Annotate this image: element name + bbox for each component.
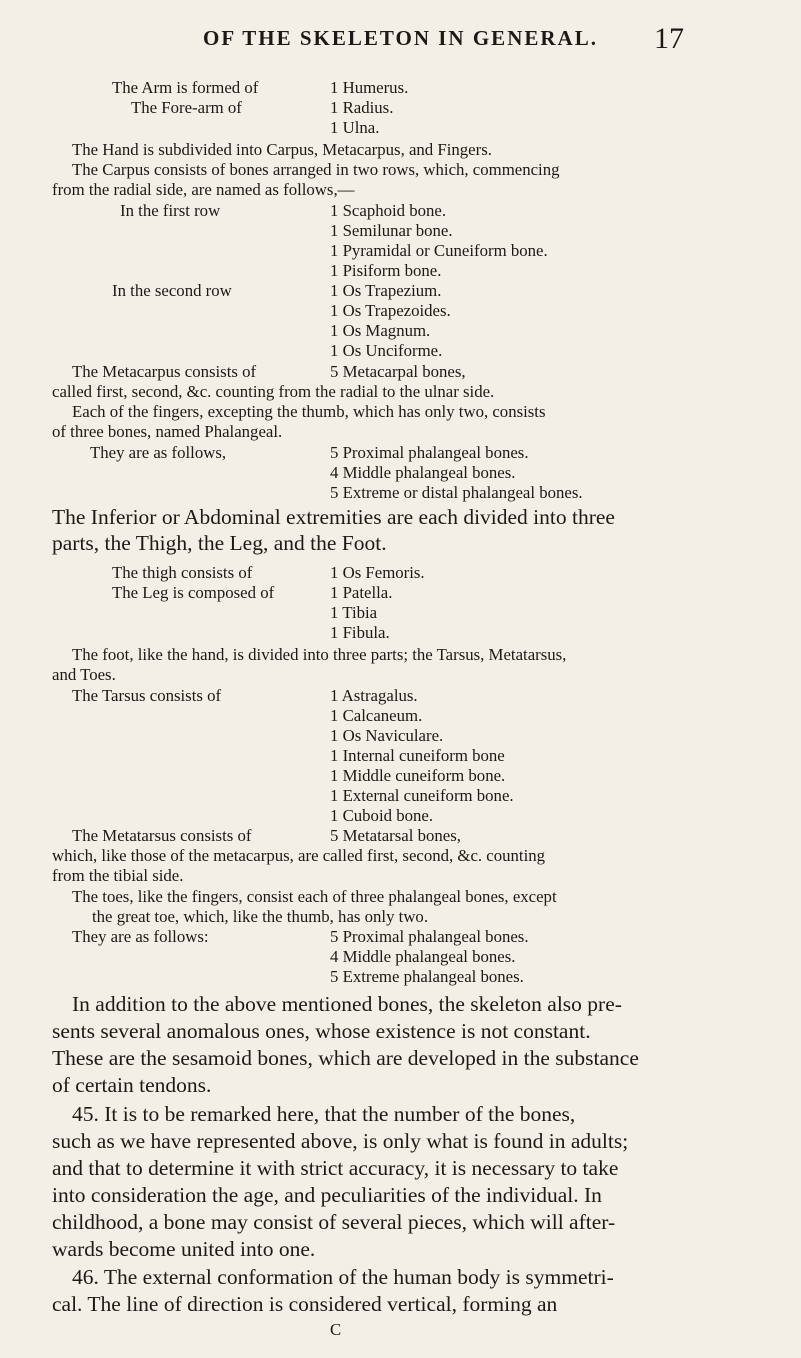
text-line: 1 Tibia <box>330 603 378 622</box>
text-line: 5 Proximal phalangeal bones. <box>330 443 529 462</box>
text-line: 1 Os Magnum. <box>330 321 431 340</box>
text-line: The Metatarsus consists of <box>72 826 252 845</box>
text-line: 1 Pisiform bone. <box>330 261 442 280</box>
text-line: These are the sesamoid bones, which are developed in the substance <box>52 1046 639 1070</box>
text-line: 46. The external conformation of the human body is symmetri- <box>72 1265 614 1289</box>
text-line: from the radial side, are named as follows,— <box>52 180 355 199</box>
text-line: such as we have represented above, is only what is found in adults; <box>52 1129 629 1153</box>
text-line: The thigh consists of <box>112 563 253 582</box>
text-line: In the second row <box>112 281 232 300</box>
text-line: The Hand is subdivided into Carpus, Metacarpus, and Fingers. <box>72 140 492 159</box>
text-line: 4 Middle phalangeal bones. <box>330 947 516 966</box>
text-line: 5 Extreme or distal phalangeal bones. <box>330 483 583 502</box>
text-line: The Inferior or Abdominal extremities are each divided into three <box>52 505 615 529</box>
text-line: 1 Fibula. <box>330 623 390 642</box>
text-line: 1 Pyramidal or Cuneiform bone. <box>330 241 548 260</box>
text-line: parts, the Thigh, the Leg, and the Foot. <box>52 531 387 555</box>
text-line: from the tibial side. <box>52 866 184 885</box>
text-line: 1 Astragalus. <box>330 686 418 705</box>
text-line: 45. It is to be remarked here, that the number of the bones, <box>72 1102 576 1126</box>
text-line: 1 Internal cuneiform bone <box>330 746 505 765</box>
text-line: 1 Os Unciforme. <box>330 341 443 360</box>
text-line: The Fore-arm of <box>131 98 242 117</box>
text-line: sents several anomalous ones, whose existence is not constant. <box>52 1019 591 1043</box>
text-line: childhood, a bone may consist of several pieces, which will after- <box>52 1210 616 1234</box>
text-line: 5 Extreme phalangeal bones. <box>330 967 524 986</box>
text-line: 5 Metacarpal bones, <box>330 362 466 381</box>
text-line: 1 Scaphoid bone. <box>330 201 447 220</box>
text-line: of three bones, named Phalangeal. <box>52 422 283 441</box>
text-line: 1 Os Trapezium. <box>330 281 442 300</box>
text-line: 1 Os Trapezoides. <box>330 301 451 320</box>
signature-mark: C <box>330 1320 342 1339</box>
text-line: In addition to the above mentioned bones, the skeleton also pre- <box>72 992 622 1016</box>
text-line: 1 Humerus. <box>330 78 409 97</box>
text-line: The Leg is composed of <box>112 583 275 602</box>
text-line: 1 External cuneiform bone. <box>330 786 514 805</box>
text-line: The foot, like the hand, is divided into three parts; the Tarsus, Metatarsus, <box>72 645 567 664</box>
text-line: They are as follows: <box>72 927 209 946</box>
text-line: 1 Radius. <box>330 98 394 117</box>
text-line: which, like those of the metacarpus, are called first, second, &c. counting <box>52 846 546 865</box>
text-line: 5 Metatarsal bones, <box>330 826 461 845</box>
text-line: into consideration the age, and peculiarities of the individual. In <box>52 1183 602 1207</box>
page-number: 17 <box>654 22 684 55</box>
text-line: called first, second, &c. counting from the radial to the ulnar side. <box>52 382 495 401</box>
text-line: The toes, like the fingers, consist each of three phalangeal bones, except <box>72 887 557 906</box>
text-line: The Carpus consists of bones arranged in two rows, which, commencing <box>72 160 560 179</box>
text-line: In the first row <box>120 201 221 220</box>
text-line: wards become united into one. <box>52 1237 316 1261</box>
text-line: 1 Middle cuneiform bone. <box>330 766 506 785</box>
text-line: Each of the fingers, excepting the thumb, which has only two, consists <box>72 402 546 421</box>
text-line: 1 Ulna. <box>330 118 380 137</box>
text-line: and that to determine it with strict accuracy, it is necessary to take <box>52 1156 619 1180</box>
running-head: OF THE SKELETON IN GENERAL. <box>203 26 598 50</box>
text-line: The Metacarpus consists of <box>72 362 257 381</box>
text-line: 4 Middle phalangeal bones. <box>330 463 516 482</box>
text-line: 1 Semilunar bone. <box>330 221 453 240</box>
text-line: 5 Proximal phalangeal bones. <box>330 927 529 946</box>
text-line: of certain tendons. <box>52 1073 212 1097</box>
text-line: cal. The line of direction is considered vertical, forming an <box>52 1292 558 1316</box>
text-line: 1 Calcaneum. <box>330 706 423 725</box>
text-line: The Tarsus consists of <box>72 686 222 705</box>
text-line: 1 Os Femoris. <box>330 563 425 582</box>
text-line: They are as follows, <box>90 443 227 462</box>
text-line: the great toe, which, like the thumb, has only two. <box>92 907 429 926</box>
text-line: 1 Patella. <box>330 583 393 602</box>
text-line: 1 Os Naviculare. <box>330 726 444 745</box>
text-line: and Toes. <box>52 665 116 684</box>
text-line: 1 Cuboid bone. <box>330 806 434 825</box>
text-line: The Arm is formed of <box>112 78 259 97</box>
page-header <box>0 22 801 62</box>
